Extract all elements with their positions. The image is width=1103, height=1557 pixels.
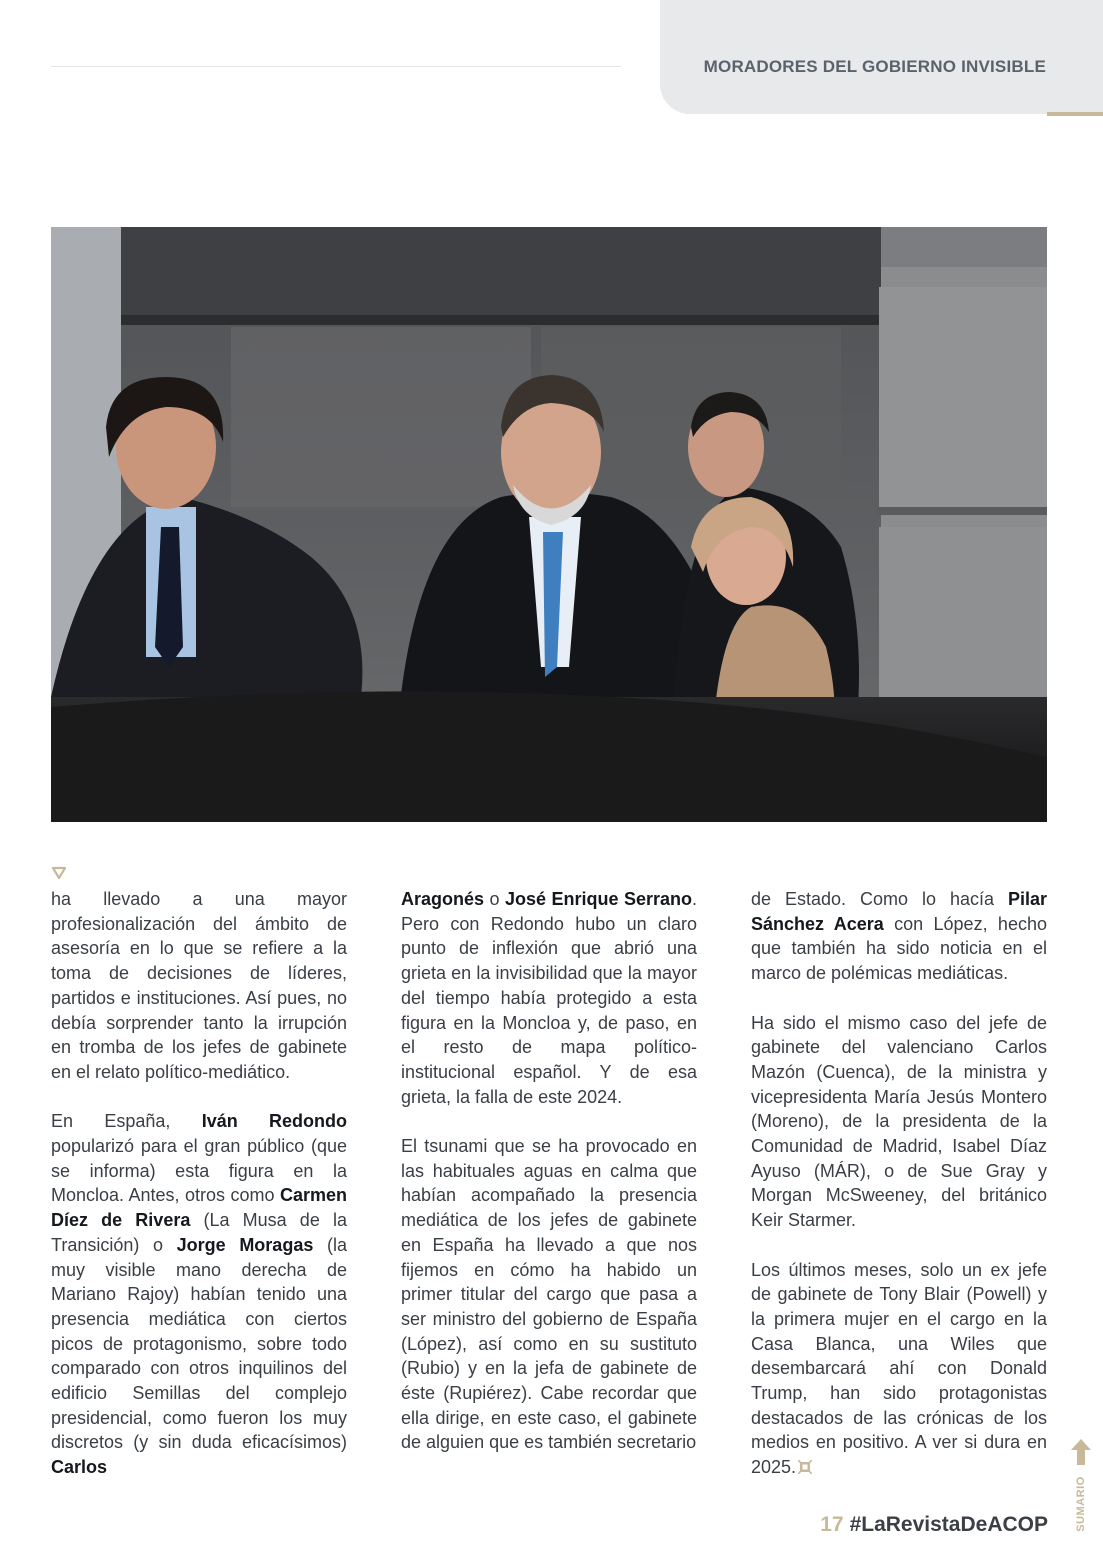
triangle-down-marker (51, 866, 67, 880)
sumario-label: SUMARIO (1075, 1476, 1087, 1532)
article-column-2 (401, 887, 697, 1455)
photo-image-illustration (51, 227, 1047, 822)
paragraph: Aragonés o José Enrique Serrano. Pero con Redondo hubo un claro punto de inflexión que abrió una grieta en la invisibilidad que la mayor del tiempo había protegido a esta figura en la Moncloa y, de paso, en el resto de mapa político-institucional español. Y de esa grieta, la falla de este 2024. (401, 889, 697, 1107)
section-title: MORADORES DEL GOBIERNO INVISIBLE (703, 57, 1046, 76)
paragraph: En España, Iván Redondo popularizó para el gran público (que se informa) esta figura en la Moncloa. Antes, otros como Carmen Díez de Rivera (La Musa de la Transición) o Jorge Moragas (la muy visible mano derecha de Mariano Rajoy) habían tenido una presencia mediática con ciertos picos de protagonismo, sobre todo comparado con otros inquilinos del edificio Semillas del complejo presidencial, como fueron los muy discretos (y sin duda eficacísimos) Carlos (51, 1111, 347, 1478)
bold-name: Carlos (51, 1457, 108, 1478)
magazine-hashtag: #LaRevistaDeACOP (849, 1513, 1048, 1536)
end-of-article-mark (798, 1460, 812, 1474)
header-accent-bar (1047, 112, 1103, 116)
header-divider (51, 66, 621, 67)
paragraph: Ha sido el mismo caso del jefe de gabinete del valenciano Carlos Mazón (Cuenca), de la ministra y vicepresidenta María Jesús Montero (Moreno), de la presidenta de la Comunidad de Madrid, Isabel Díaz Ayuso (MÁR), o de Sue Gray y Morgan McSweeney, del británico Keir Starmer. (751, 1012, 1047, 1231)
article-column-1 (51, 887, 347, 1480)
paragraph: El tsunami que se ha provocado en las habituales aguas en calma que habían acompañado la presencia mediática de los jefes de gabinete en España ha llevado a que nos fijemos en cómo ha habido un primer titular del cargo que pasa a ser ministro del gobierno de España (López), así como en su sustituto (Rubio) y en la jefa de gabinete de éste (Rupiérez). Cabe recordar que ella dirige, en este caso, el gabinete de alguien que es también secretario (401, 1136, 697, 1453)
bold-name: Aragonés (401, 889, 485, 909)
paragraph: de Estado. Como lo hacía Pilar Sánchez Acera con López, hecho que también ha sido noticia en el marco de polémicas mediáticas. (751, 889, 1047, 984)
page-number: 17 (820, 1513, 844, 1536)
bold-name: José Enrique Serrano (504, 889, 692, 909)
paragraph: ha llevado a una mayor profesionalización del ámbito de asesoría en lo que se refiere a la toma de decisiones de líderes, partidos e instituciones. Así pues, no debía sorprender tanto la irrupción en tromba de los jefes de gabinete en el relato político-mediático. (51, 889, 347, 1082)
page-footer (820, 1513, 1048, 1537)
bold-name: Carmen Díez de Rivera (51, 1185, 347, 1231)
article-photo (51, 227, 1047, 822)
paragraph: Los últimos meses, solo un ex jefe de gabinete de Tony Blair (Powell) y la primera mujer en el cargo en la Casa Blanca, una Wiles que desembarcará ahí con Donald Trump, han sido protagonistas destacados de las crónicas de los medios en positivo. A ver si dura en 2025. (751, 1259, 1047, 1478)
bold-name: Iván Redondo (201, 1111, 347, 1132)
section-header-tab (660, 0, 1103, 114)
bold-name: Pilar Sánchez Acera (751, 889, 1047, 934)
bold-name: Jorge Moragas (176, 1234, 314, 1255)
sumario-link[interactable] (1066, 1438, 1096, 1538)
arrow-up-icon (1070, 1438, 1092, 1466)
article-column-3 (751, 887, 1047, 1480)
